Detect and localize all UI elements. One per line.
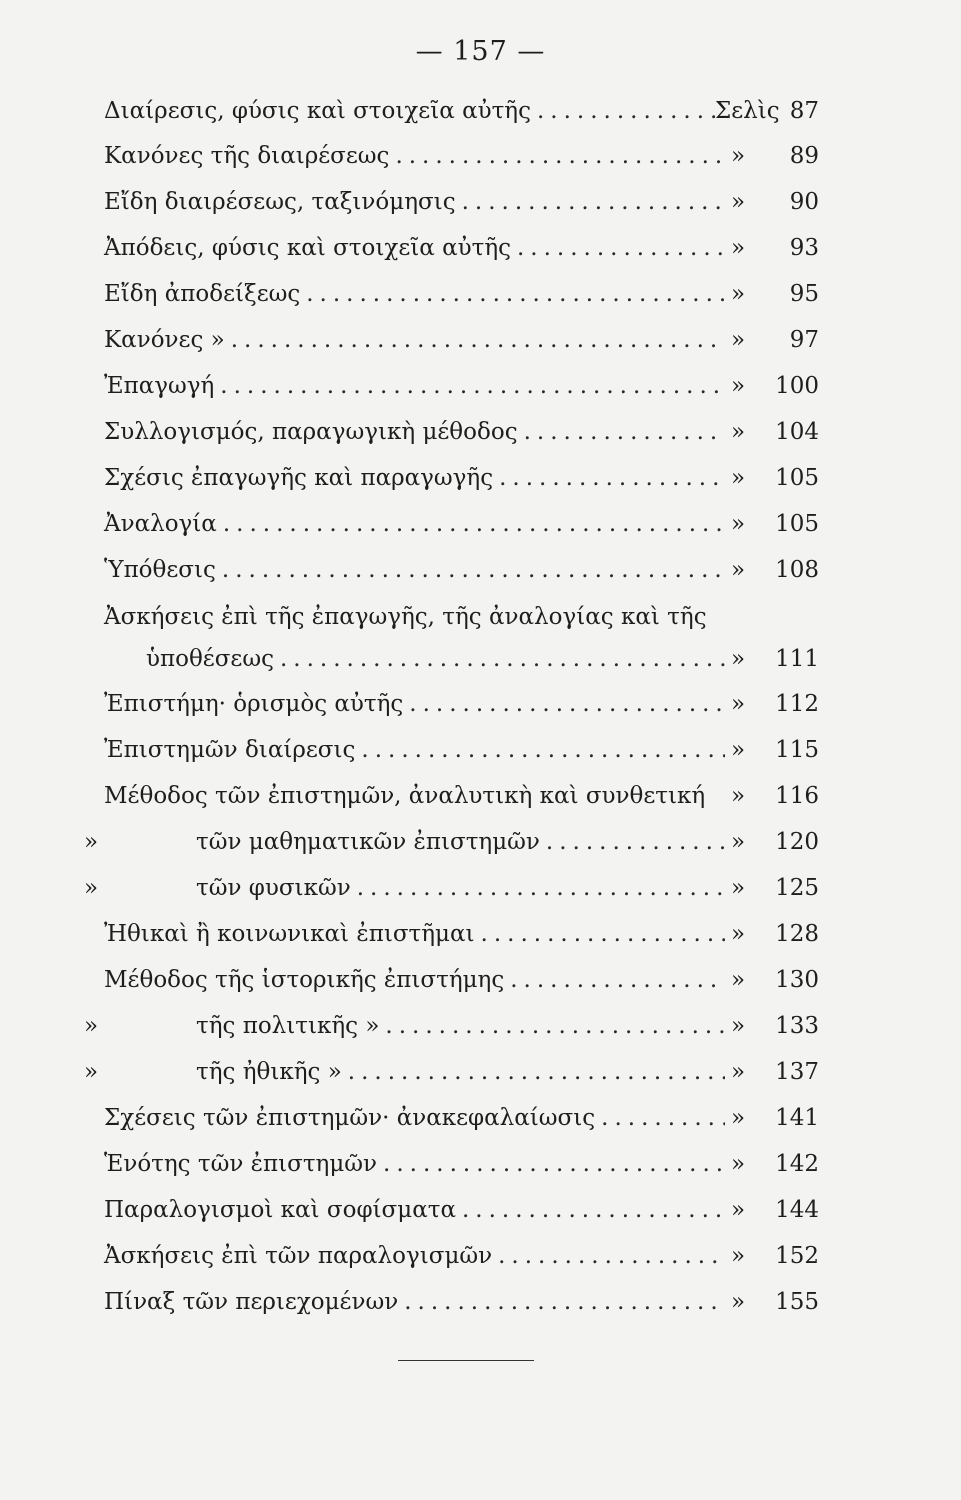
entry-marker: » bbox=[731, 691, 746, 717]
entry-title: Ὑπόθεσις bbox=[104, 557, 216, 583]
entry-marker: » bbox=[731, 281, 746, 307]
entry-marker: » bbox=[731, 419, 746, 445]
entry-title: Εἴδη ἀποδείξεως bbox=[104, 281, 301, 307]
entry-marker: » bbox=[731, 557, 746, 583]
toc-entry bbox=[146, 646, 819, 686]
toc-entry bbox=[104, 281, 819, 321]
entry-page: 128 bbox=[775, 921, 819, 947]
entry-page: 90 bbox=[789, 189, 819, 215]
entry-page: 142 bbox=[775, 1151, 819, 1177]
entry-page: 155 bbox=[775, 1289, 819, 1315]
entry-title: Κανόνες » bbox=[104, 327, 225, 353]
entry-title: Κανόνες τῆς διαιρέσεως bbox=[104, 143, 390, 169]
entry-title: Σχέσις ἐπαγωγῆς καὶ παραγωγῆς bbox=[104, 465, 494, 491]
entry-title: Ἀπόδεις, φύσις καὶ στοιχεῖα αὐτῆς bbox=[104, 235, 511, 261]
entry-marker: » bbox=[731, 921, 746, 947]
entry-marker: » bbox=[731, 465, 746, 491]
page-number: — 157 — bbox=[415, 36, 546, 67]
toc-entry bbox=[104, 511, 819, 551]
entry-title: Μέθοδος τῆς ἱστορικῆς ἐπιστήμης bbox=[104, 967, 505, 993]
toc-entry bbox=[84, 1059, 819, 1099]
entry-page: 89 bbox=[789, 143, 819, 169]
entry-prefix: » bbox=[84, 1059, 99, 1085]
entry-title: Ἐπιστήμη· ὁρισμὸς αὐτῆς bbox=[104, 691, 404, 717]
entry-page: 133 bbox=[775, 1013, 819, 1039]
entry-page: 152 bbox=[775, 1243, 819, 1269]
entry-marker: » bbox=[731, 967, 746, 993]
toc-entry bbox=[104, 98, 819, 138]
toc-entry bbox=[104, 373, 819, 413]
entry-title: Ἀσκήσεις ἐπὶ τῆς ἐπαγωγῆς, τῆς ἀναλογίας καὶ τῆς bbox=[104, 604, 707, 630]
entry-title: Ἑνότης τῶν ἐπιστημῶν bbox=[104, 1151, 378, 1177]
toc-entry bbox=[104, 1105, 819, 1145]
entry-title: τῶν μαθηματικῶν ἐπιστημῶν bbox=[196, 829, 540, 855]
toc-entry bbox=[104, 691, 819, 731]
toc-entry bbox=[104, 967, 819, 1007]
entry-page: 120 bbox=[775, 829, 819, 855]
entry-page: 115 bbox=[775, 737, 819, 763]
entry-marker: » bbox=[731, 143, 746, 169]
entry-title: τῆς ἠθικῆς » bbox=[196, 1059, 342, 1085]
entry-title: Εἴδη διαιρέσεως, ταξινόμησις bbox=[104, 189, 456, 215]
entry-page: 144 bbox=[775, 1197, 819, 1223]
entry-marker: » bbox=[731, 373, 746, 399]
entry-prefix: » bbox=[84, 829, 99, 855]
entry-page: 100 bbox=[775, 373, 819, 399]
entry-page: 105 bbox=[775, 465, 819, 491]
toc-entry bbox=[84, 1013, 819, 1053]
toc-entry bbox=[104, 327, 819, 367]
entry-marker: » bbox=[731, 235, 746, 261]
toc-entry bbox=[104, 921, 819, 961]
entry-marker: » bbox=[731, 1289, 746, 1315]
entry-marker: » bbox=[731, 327, 746, 353]
entry-marker: » bbox=[731, 1059, 746, 1085]
toc-entry bbox=[104, 737, 819, 777]
entry-page: 112 bbox=[775, 691, 819, 717]
toc-entry bbox=[84, 829, 819, 869]
toc-entry bbox=[104, 1243, 819, 1283]
toc-entry bbox=[104, 235, 819, 275]
entry-title: Διαίρεσις, φύσις καὶ στοιχεῖα αὐτῆς bbox=[104, 98, 531, 124]
entry-page: 141 bbox=[775, 1105, 819, 1131]
entry-title: Πίναξ τῶν περιεχομένων bbox=[104, 1289, 399, 1315]
toc-entry bbox=[84, 875, 819, 915]
entry-marker: » bbox=[731, 783, 746, 809]
entry-marker: » bbox=[731, 511, 746, 537]
entry-prefix: » bbox=[84, 875, 99, 901]
entry-prefix: » bbox=[84, 1013, 99, 1039]
entry-title: Ἐπαγωγή bbox=[104, 373, 215, 399]
toc-entry bbox=[104, 189, 819, 229]
entry-page: 125 bbox=[775, 875, 819, 901]
entry-title: Ἀναλογία bbox=[104, 511, 217, 537]
closing-rule bbox=[398, 1360, 534, 1361]
entry-title: Παραλογισμοὶ καὶ σοφίσματα bbox=[104, 1197, 456, 1223]
entry-title: Σχέσεις τῶν ἐπιστημῶν· ἀνακεφαλαίωσις bbox=[104, 1105, 596, 1131]
entry-marker: » bbox=[731, 1197, 746, 1223]
entry-marker: » bbox=[731, 1151, 746, 1177]
entry-title: Συλλογισμός, παραγωγικὴ μέθοδος bbox=[104, 419, 518, 445]
entry-page: 93 bbox=[789, 235, 819, 261]
entry-page: 137 bbox=[775, 1059, 819, 1085]
entry-page: 95 bbox=[789, 281, 819, 307]
entry-page: 97 bbox=[789, 327, 819, 353]
entry-page: 108 bbox=[775, 557, 819, 583]
entry-marker: » bbox=[731, 646, 746, 672]
entry-title: Ἠθικαὶ ἢ κοινωνικαὶ ἐπιστῆμαι bbox=[104, 921, 475, 947]
entry-page: 105 bbox=[775, 511, 819, 537]
toc-entry bbox=[104, 1151, 819, 1191]
toc-entry bbox=[104, 604, 819, 644]
entry-marker: » bbox=[731, 737, 746, 763]
entry-page: 111 bbox=[775, 646, 819, 672]
toc-entry bbox=[104, 783, 819, 823]
entry-page: 130 bbox=[775, 967, 819, 993]
entry-marker: » bbox=[731, 829, 746, 855]
toc-entry bbox=[104, 1197, 819, 1237]
entry-marker: » bbox=[731, 1013, 746, 1039]
entry-marker: » bbox=[731, 189, 746, 215]
toc-entry bbox=[104, 143, 819, 183]
entry-title: τῆς πολιτικῆς » bbox=[196, 1013, 380, 1039]
entry-page: 104 bbox=[775, 419, 819, 445]
entry-marker: » bbox=[731, 875, 746, 901]
entry-title: Ἐπιστημῶν διαίρεσις bbox=[104, 737, 356, 763]
entry-title: Μέθοδος τῶν ἐπιστημῶν, ἀναλυτικὴ καὶ συνθετική bbox=[104, 783, 706, 809]
toc-entry bbox=[104, 1289, 819, 1329]
toc-entry bbox=[104, 419, 819, 459]
entry-marker: » bbox=[731, 1105, 746, 1131]
entry-marker: » bbox=[731, 1243, 746, 1269]
toc-entry bbox=[104, 465, 819, 505]
entry-page: 87 bbox=[789, 98, 819, 124]
entry-marker: Σελὶς bbox=[715, 98, 780, 124]
entry-title: Ἀσκήσεις ἐπὶ τῶν παραλογισμῶν bbox=[104, 1243, 493, 1269]
entry-title: ὑποθέσεως bbox=[146, 646, 274, 672]
entry-title: τῶν φυσικῶν bbox=[196, 875, 351, 901]
entry-page: 116 bbox=[775, 783, 819, 809]
toc-entry bbox=[104, 557, 819, 597]
